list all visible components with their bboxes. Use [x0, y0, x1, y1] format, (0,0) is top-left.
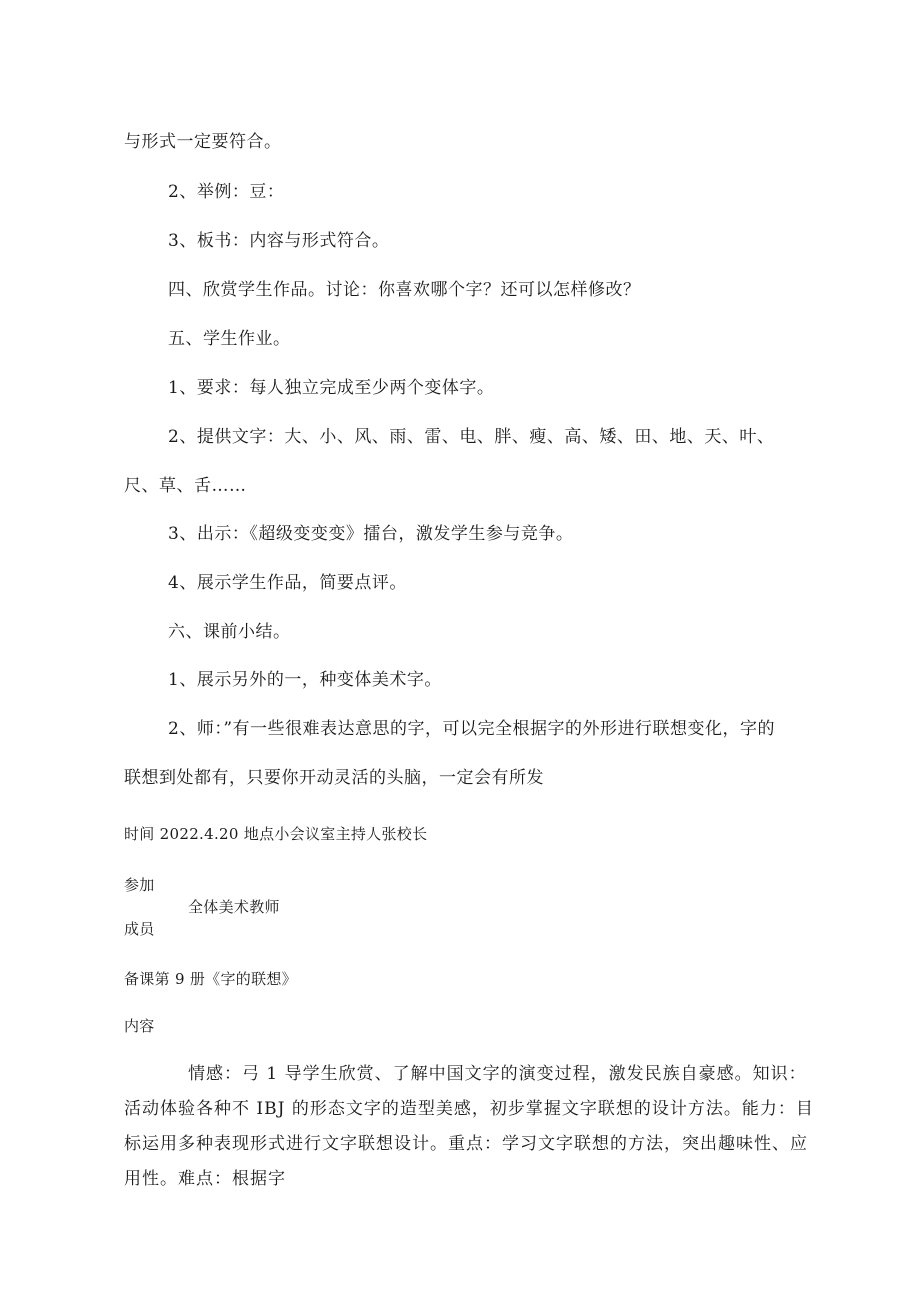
body-line-10: 4、展示学生作品，简要点评。 — [168, 573, 407, 593]
participants-label-top: 参加 — [124, 876, 155, 894]
participants-label-bottom: 成员 — [124, 920, 155, 938]
prep-topic-line: 备课第 9 册《字的联想》 — [124, 970, 297, 988]
body-line-13: 2、师：”有一些很难表达意思的字，可以完全根据字的外形进行联想变化，字的 — [168, 719, 776, 739]
body-line-8: 尺、草、舌…… — [124, 476, 247, 496]
body-line-3: 3、板书：内容与形式符合。 — [168, 231, 390, 251]
body-line-9: 3、出示：《超级变变变》擂台，激发学生参与竞争。 — [168, 524, 574, 544]
content-paragraph: 情感：弓 1 导学生欣赏、了解中国文字的演变过程，激发民族自豪感。知识：活动体验各种不 IBJ 的形态文字的造型美感，初步掌握文字联想的设计方法。能力：目标运用多种表现形式进行文字联想设计。重点：学习文字联想的方法，突出趣味性、应用性。难点：根据字 — [124, 1064, 814, 1189]
participants-value: 全体美术教师 — [188, 898, 280, 916]
body-line-12: 1、展示另外的一，种变体美术字。 — [168, 670, 442, 690]
meeting-meta-line: 时间 2022.4.20 地点小会议室主持人张校长 — [124, 825, 428, 843]
section-heading-homework: 五、学生作业。 — [168, 329, 291, 349]
body-line-14: 联想到处都有，只要你开动灵活的头脑，一定会有所发 — [124, 768, 544, 788]
body-line-1: 与形式一定要符合。 — [124, 132, 282, 152]
section-heading-summary: 六、课前小结。 — [168, 622, 291, 642]
content-label: 内容 — [124, 1017, 155, 1035]
body-line-6: 1、要求：每人独立完成至少两个变体字。 — [168, 378, 495, 398]
body-line-7: 2、提供文字：大、小、风、雨、雷、电、胖、瘦、高、矮、田、地、天、叶、 — [168, 427, 775, 447]
body-line-4: 四、欣赏学生作品。讨论：你喜欢哪个字？还可以怎样修改？ — [168, 280, 641, 300]
body-line-2: 2、举例：豆： — [168, 182, 285, 202]
